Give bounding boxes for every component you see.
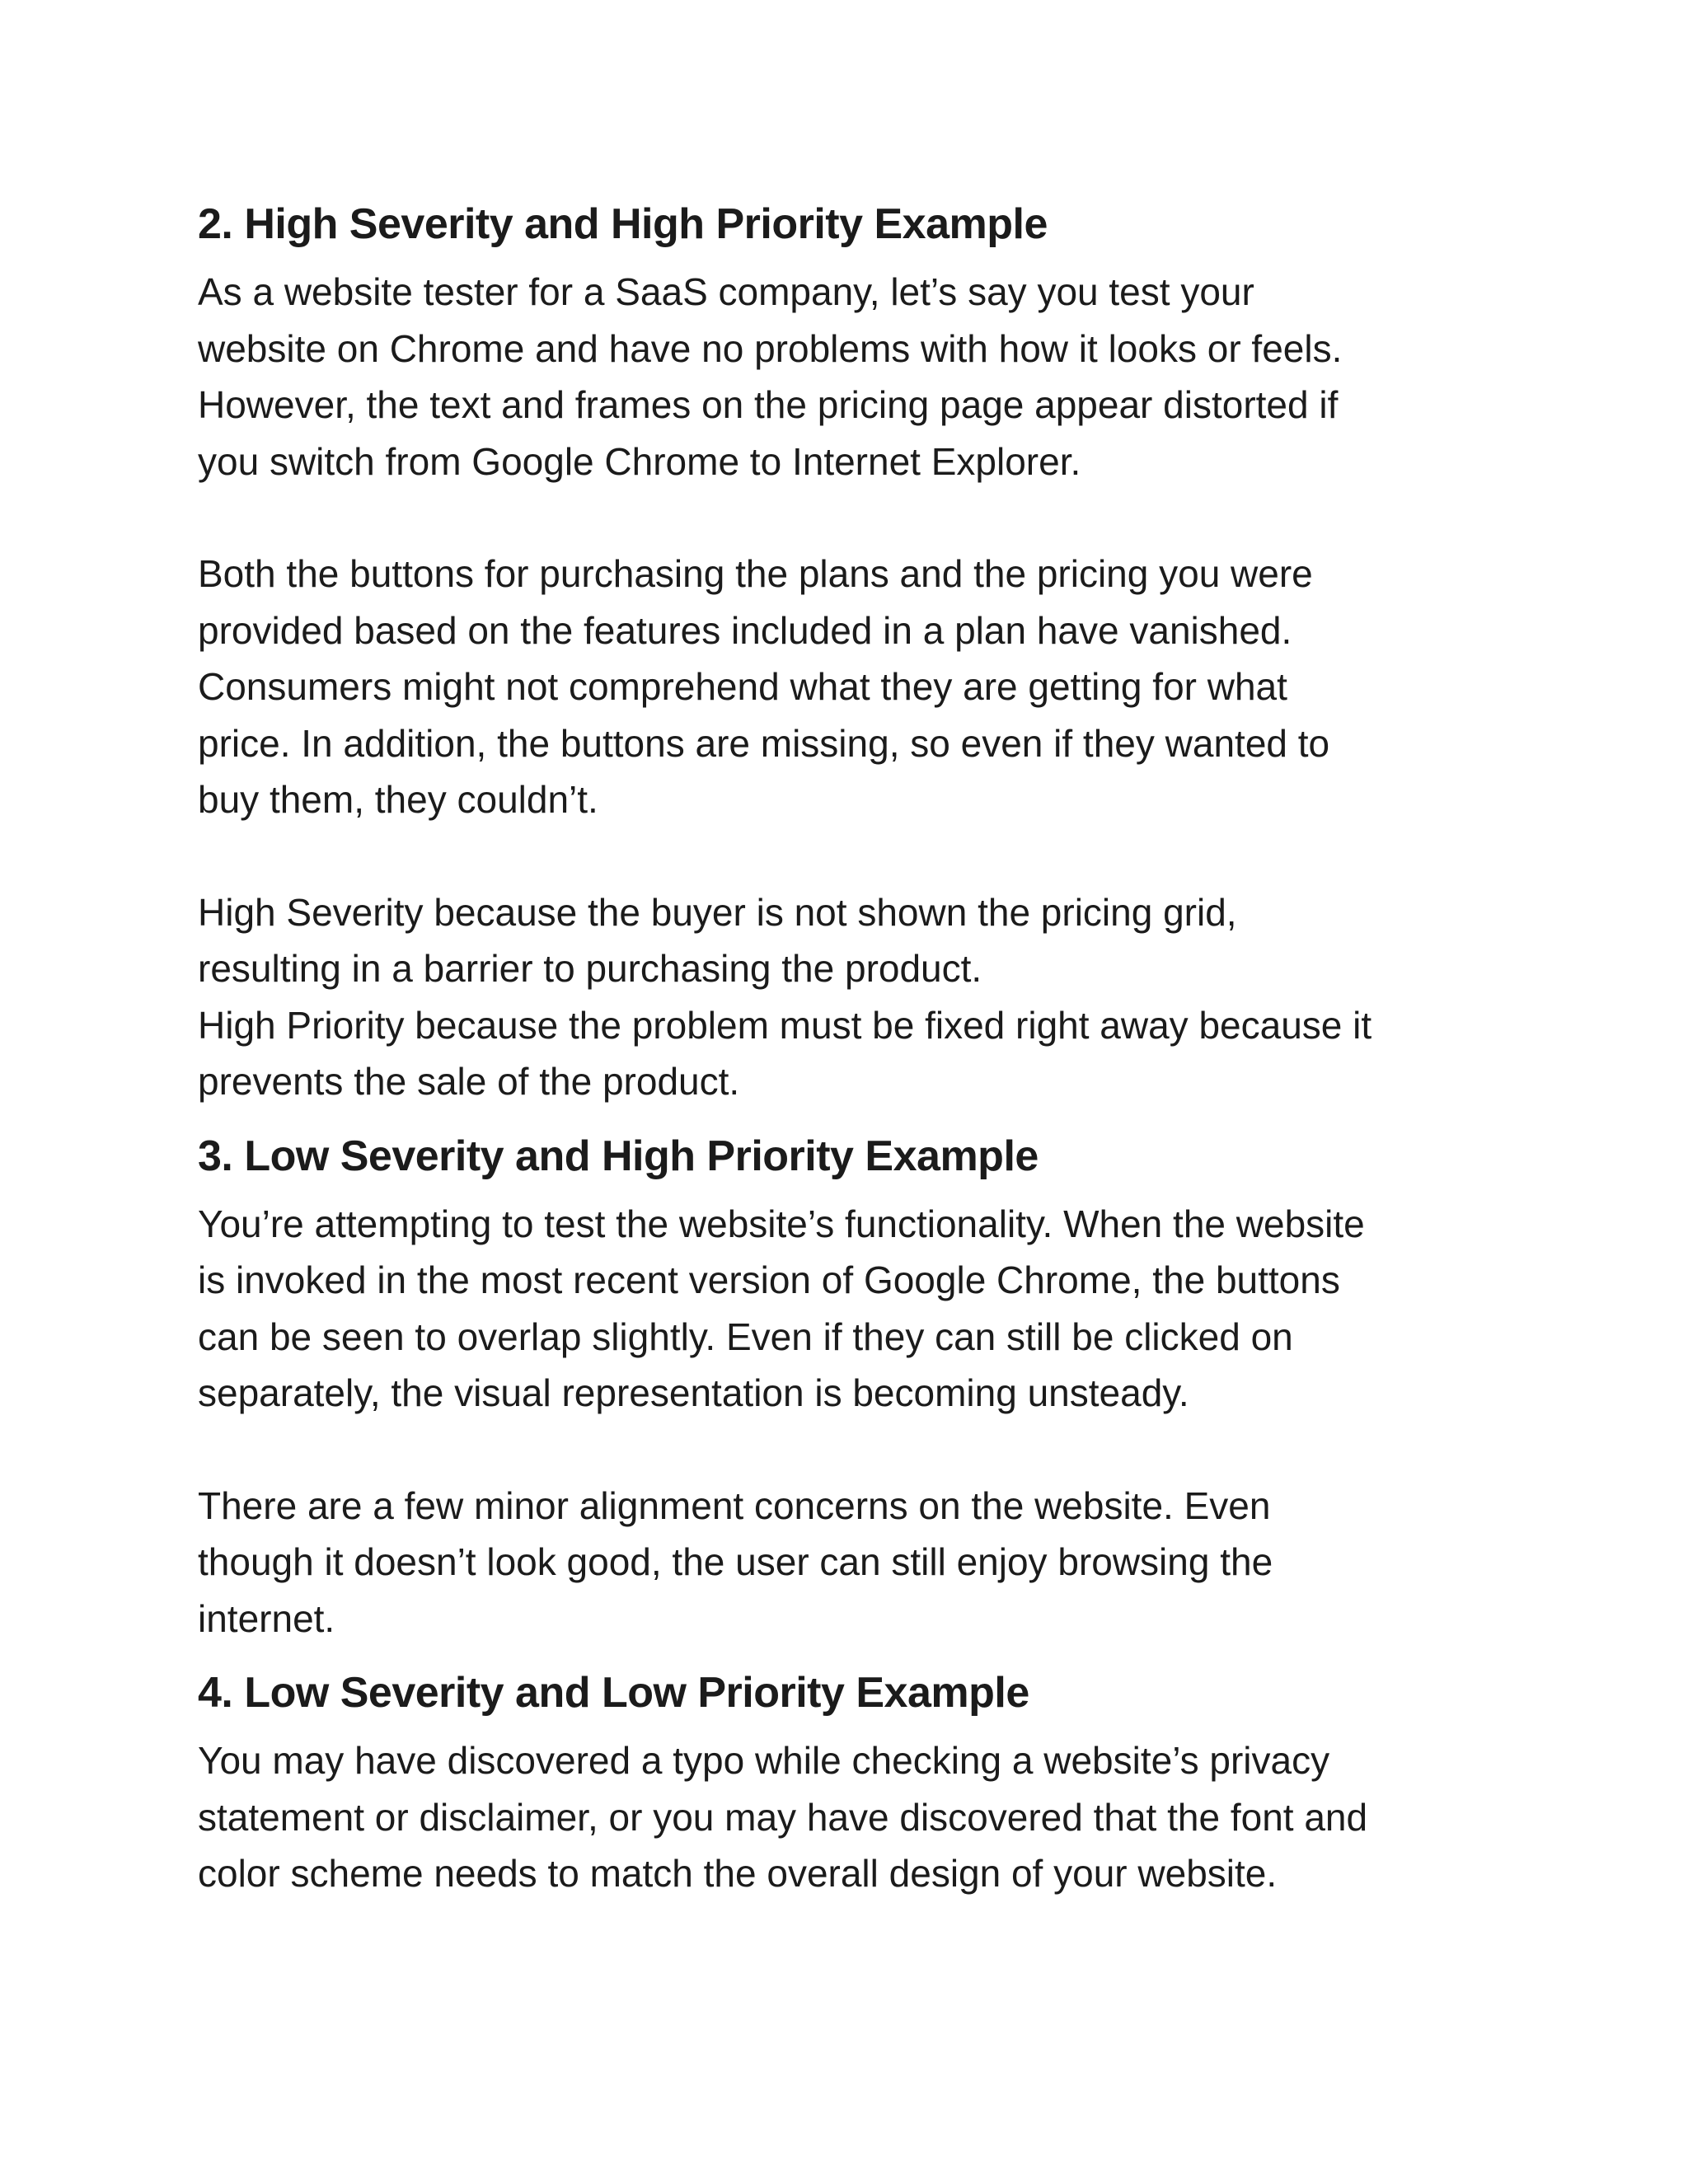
paragraph: High Severity because the buyer is not shown the pricing grid, resulting in a barrier to purchasing the product. High Priority because the problem must be fixed right away because it prevents the sale of the product.	[198, 890, 1372, 1103]
paragraph: There are a few minor alignment concerns on the website. Even though it doesn’t look good, the user can still enjoy browsing the internet.	[198, 1483, 1273, 1640]
section-heading-high-severity-high-priority: 2. High Severity and High Priority Example	[198, 200, 1048, 248]
section-heading-low-severity-high-priority: 3. Low Severity and High Priority Example	[198, 1132, 1039, 1180]
paragraph: Both the buttons for purchasing the plans and the pricing you were provided based on the features included in a plan have vanished. Consumers might not comprehend what they are getting for what price. In addition, the buttons are missing, so even if they wanted to buy them, they couldn’t.	[198, 552, 1330, 821]
section-heading-low-severity-low-priority: 4. Low Severity and Low Priority Example	[198, 1669, 1029, 1717]
paragraph: As a website tester for a SaaS company, let’s say you test your website on Chrome and have no problems with how it looks or feels. However, the text and frames on the pricing page appear distorted if you switch from Google Chrome to Internet Explorer.	[198, 270, 1343, 483]
spacer	[198, 1647, 1500, 1663]
spacer	[198, 1422, 1500, 1478]
paragraph: You’re attempting to test the website’s functionality. When the website is invoked in the most recent version of Google Chrome, the buttons can be seen to overlap slightly. Even if they can still be clicked on separately, the visual representation is becoming unsteady.	[198, 1202, 1365, 1414]
spacer	[198, 254, 1500, 264]
spacer	[198, 1110, 1500, 1127]
spacer	[198, 490, 1500, 546]
spacer	[198, 1722, 1500, 1732]
spacer	[198, 1186, 1500, 1196]
spacer	[198, 828, 1500, 884]
document-content	[198, 194, 1500, 1902]
paragraph: You may have discovered a typo while checking a website’s privacy statement or disclaimer, or you may have discovered that the font and color scheme needs to match the overall design of your website.	[198, 1739, 1368, 1895]
